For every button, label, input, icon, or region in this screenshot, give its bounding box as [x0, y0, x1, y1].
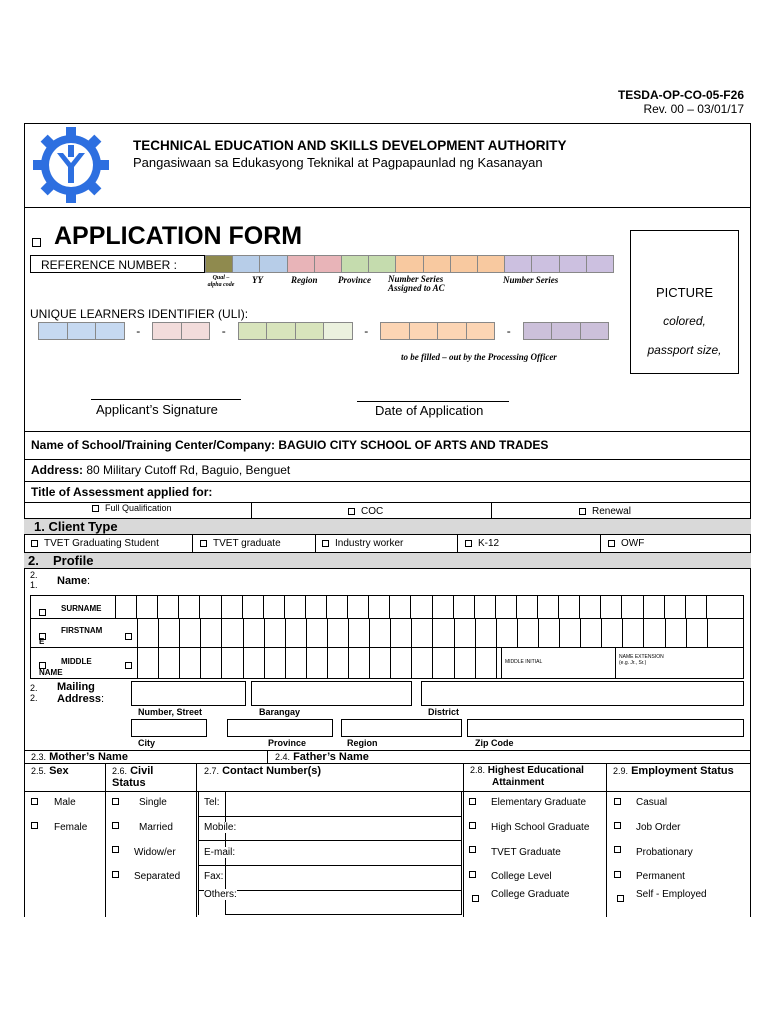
- client-tvet-graduating[interactable]: [31, 538, 159, 549]
- assessment-renewal[interactable]: [579, 506, 631, 517]
- sex-number: 2.5.: [31, 766, 47, 776]
- name-letter-cell[interactable]: [643, 619, 664, 647]
- client-industry-worker[interactable]: [322, 538, 403, 549]
- uli-cell[interactable]: [380, 322, 410, 340]
- zipcode-label: Zip Code: [475, 738, 514, 748]
- edu-highschool[interactable]: High School Graduate: [491, 822, 590, 833]
- education-label-2: Attainment: [492, 777, 545, 788]
- picture-title: PICTURE: [655, 285, 714, 300]
- agency-header: [24, 123, 751, 208]
- option-label: COC: [361, 506, 384, 517]
- name-letter-cell[interactable]: [158, 619, 179, 647]
- father-label: Father’s Name: [293, 751, 369, 763]
- checkbox-icon[interactable]: [112, 846, 119, 853]
- assessment-coc[interactable]: [348, 506, 383, 517]
- name-letter-cell[interactable]: [158, 648, 179, 678]
- divider: [192, 535, 193, 552]
- district-input[interactable]: [421, 681, 744, 706]
- uli-cell[interactable]: [238, 322, 268, 340]
- checkbox-icon[interactable]: [112, 798, 119, 805]
- name-letter-cell[interactable]: [495, 596, 516, 618]
- name-letter-cell[interactable]: [516, 596, 537, 618]
- colon: :: [86, 575, 91, 587]
- checkbox-icon[interactable]: [469, 871, 476, 878]
- province-label: Province: [268, 738, 307, 748]
- divider: [315, 535, 316, 552]
- form-title: APPLICATION FORM: [54, 222, 303, 250]
- option-label: Industry worker: [335, 538, 404, 549]
- agency-name-filipino: Pangasiwaan sa Edukasyong Teknikal at Pagpapaunlad ng Kasanayan: [133, 155, 543, 170]
- uli-cell[interactable]: [551, 322, 581, 340]
- name-letter-cell[interactable]: [706, 596, 727, 618]
- middlename-row[interactable]: [30, 648, 744, 679]
- name-letter-cell[interactable]: [432, 648, 453, 678]
- applicant-signature-line[interactable]: [91, 399, 241, 400]
- edu-college-graduate[interactable]: College Graduate: [491, 889, 570, 900]
- name-letter-cell[interactable]: [221, 648, 242, 678]
- name-letter-cell[interactable]: [453, 596, 474, 618]
- uli-cells[interactable]: [38, 322, 613, 340]
- name-letter-cell[interactable]: [284, 596, 305, 618]
- checkbox-icon[interactable]: [125, 633, 132, 640]
- divider: [457, 535, 458, 552]
- name-letter-cell[interactable]: [517, 619, 538, 647]
- name-letter-cell[interactable]: [306, 619, 327, 647]
- option-label: Renewal: [592, 506, 631, 517]
- name-letter-cell[interactable]: [179, 619, 200, 647]
- mailing-number: 2. 2.: [30, 683, 38, 703]
- sex-female[interactable]: Female: [54, 822, 88, 833]
- uli-cell[interactable]: [67, 322, 97, 340]
- address-value: 80 Military Cutoff Rd, Baguio, Benguet: [86, 463, 291, 477]
- city-input[interactable]: [131, 719, 207, 737]
- assessment-full-qualification[interactable]: [92, 503, 172, 513]
- checkbox-icon[interactable]: [31, 822, 38, 829]
- contact-header: [204, 765, 321, 777]
- firstname-label: FIRSTNAM: [61, 626, 103, 635]
- profile-number: 2.: [28, 553, 39, 568]
- uli-note: to be filled – out by the Processing Officer: [401, 352, 557, 362]
- firstname-row[interactable]: [30, 619, 744, 648]
- civil-separated[interactable]: Separated: [134, 871, 181, 882]
- reference-cell[interactable]: [368, 255, 396, 273]
- uli-cell[interactable]: [437, 322, 467, 340]
- reference-cell[interactable]: [559, 255, 587, 273]
- contact-label: Contact Number(s): [222, 765, 322, 777]
- reference-cell[interactable]: [287, 255, 315, 273]
- reference-number-cells[interactable]: [205, 255, 613, 273]
- checkbox-icon[interactable]: [348, 508, 355, 515]
- divider: [24, 481, 751, 482]
- checkbox-icon[interactable]: [31, 798, 38, 805]
- name-letter-cell[interactable]: [242, 596, 263, 618]
- name-letter-cell[interactable]: [348, 648, 369, 678]
- uli-cell[interactable]: [38, 322, 68, 340]
- civil-married[interactable]: Married: [139, 822, 173, 833]
- reference-cell[interactable]: [477, 255, 505, 273]
- name-letter-cell[interactable]: [347, 596, 368, 618]
- reference-cell[interactable]: [205, 255, 233, 273]
- title-checkbox-icon: [32, 238, 41, 247]
- name-letter-cell[interactable]: [454, 619, 475, 647]
- name-letter-cell[interactable]: [221, 596, 242, 618]
- checkbox-icon[interactable]: [614, 798, 621, 805]
- father-field[interactable]: [275, 751, 369, 763]
- name-letter-cell[interactable]: [411, 648, 432, 678]
- region-label: Region: [347, 738, 378, 748]
- checkbox-icon[interactable]: [112, 822, 119, 829]
- uli-cell[interactable]: [95, 322, 125, 340]
- name-letter-cell[interactable]: [199, 596, 220, 618]
- name-letter-cell[interactable]: [285, 619, 306, 647]
- reference-cell[interactable]: [423, 255, 451, 273]
- name-letter-cell[interactable]: [389, 596, 410, 618]
- name-letter-cell[interactable]: [390, 619, 411, 647]
- divider: [251, 503, 252, 518]
- uli-dash: -: [364, 324, 369, 338]
- client-tvet-graduate[interactable]: [200, 538, 281, 549]
- region-input[interactable]: [341, 719, 462, 737]
- name-letter-cell[interactable]: [537, 596, 558, 618]
- employment-header: [613, 765, 734, 777]
- name-label: [57, 575, 90, 587]
- name-letter-cell[interactable]: [496, 648, 517, 678]
- name-letter-cell[interactable]: [600, 596, 621, 618]
- uli-cell[interactable]: [523, 322, 553, 340]
- employment-label: Employment Status: [631, 765, 734, 777]
- checkbox-icon[interactable]: [200, 540, 207, 547]
- date-application-line[interactable]: [357, 401, 509, 402]
- divider: [491, 503, 492, 518]
- document-revision: Rev. 00 – 03/01/17: [643, 102, 744, 116]
- name-letter-cell[interactable]: [410, 596, 431, 618]
- checkbox-icon[interactable]: [617, 895, 624, 902]
- checkbox-icon[interactable]: [469, 822, 476, 829]
- name-extension-box[interactable]: [615, 648, 616, 678]
- contact-others[interactable]: Others:: [204, 889, 237, 900]
- reference-cell[interactable]: [259, 255, 287, 273]
- checkbox-icon[interactable]: [31, 540, 38, 547]
- ref-legend-region: Region: [291, 275, 318, 285]
- name-letter-cell[interactable]: [327, 648, 348, 678]
- name-label-text: Name: [57, 575, 87, 587]
- barangay-input[interactable]: [251, 681, 412, 706]
- reference-cell[interactable]: [531, 255, 559, 273]
- contact-email[interactable]: E-mail:: [204, 847, 236, 858]
- edu-tvet[interactable]: TVET Graduate: [491, 847, 561, 858]
- province-input[interactable]: [227, 719, 333, 737]
- divider: [196, 764, 197, 917]
- middlename-label-wrap: NAME: [39, 668, 63, 677]
- name-letter-cell[interactable]: [136, 596, 157, 618]
- name-letter-cell[interactable]: [243, 619, 264, 647]
- uli-cell[interactable]: [266, 322, 296, 340]
- applicant-signature-label: Applicant’s Signature: [96, 402, 218, 417]
- name-letter-cell[interactable]: [178, 596, 199, 618]
- name-letter-cell[interactable]: [621, 596, 642, 618]
- ref-legend-series: Number Series: [503, 275, 559, 285]
- checkbox-icon[interactable]: [614, 871, 621, 878]
- contact-number: 2.7.: [204, 766, 220, 776]
- education-header: [470, 764, 584, 789]
- name-letter-cell[interactable]: [475, 619, 496, 647]
- name-letter-cell[interactable]: [305, 596, 326, 618]
- name-letter-cell[interactable]: [137, 648, 158, 678]
- reference-cell[interactable]: [504, 255, 532, 273]
- profile-header: [24, 553, 751, 569]
- name-letter-cell[interactable]: [643, 596, 664, 618]
- checkbox-icon[interactable]: [579, 508, 586, 515]
- checkbox-icon[interactable]: [469, 846, 476, 853]
- name-letter-cell[interactable]: [601, 619, 622, 647]
- mailing-label-line1: Mailing: [57, 681, 95, 693]
- colon: :: [101, 693, 105, 705]
- picture-box: [630, 230, 739, 374]
- name-letter-cell[interactable]: [474, 596, 495, 618]
- reference-label: REFERENCE NUMBER :: [41, 258, 178, 272]
- name-letter-cell[interactable]: [496, 619, 517, 647]
- uli-cell[interactable]: [409, 322, 439, 340]
- uli-cell[interactable]: [181, 322, 211, 340]
- document-code: TESDA-OP-CO-05-F26: [617, 88, 744, 102]
- education-number: 2.8.: [470, 765, 486, 775]
- option-label: TVET graduate: [213, 538, 281, 549]
- checkbox-icon[interactable]: [92, 505, 99, 512]
- checkbox-icon[interactable]: [112, 871, 119, 878]
- mailing-label-line2: Address: [57, 693, 102, 705]
- name-letter-cell[interactable]: [263, 596, 284, 618]
- contact-fax[interactable]: Fax:: [204, 871, 224, 882]
- name-letter-cell[interactable]: [622, 619, 643, 647]
- name-letter-cell[interactable]: [369, 648, 390, 678]
- contact-tel[interactable]: Tel:: [204, 797, 220, 808]
- address-label: Address:: [31, 463, 84, 477]
- checkbox-icon[interactable]: [472, 895, 479, 902]
- name-letter-cell[interactable]: [137, 619, 158, 647]
- civil-label-2: Status: [112, 777, 146, 789]
- ref-legend-province: Province: [338, 275, 371, 285]
- option-label: OWF: [621, 538, 645, 549]
- firstname-label-wrap: E: [39, 637, 45, 646]
- sex-male[interactable]: Male: [54, 797, 76, 808]
- option-label: TVET Graduating Student: [44, 538, 159, 549]
- emp-casual[interactable]: Casual: [636, 797, 668, 808]
- divider: [199, 865, 461, 866]
- name-letter-cell[interactable]: [326, 596, 347, 618]
- name-number: 2. 1.: [30, 570, 38, 590]
- uli-cell[interactable]: [295, 322, 325, 340]
- name-letter-cell[interactable]: [707, 619, 728, 647]
- mother-field[interactable]: [31, 751, 128, 763]
- option-label: K-12: [478, 538, 500, 549]
- name-extension-label: [619, 654, 664, 666]
- mailing-label: [57, 681, 104, 705]
- name-letter-cell[interactable]: [221, 619, 242, 647]
- school-value: BAGUIO CITY SCHOOL OF ARTS AND TRADES: [278, 438, 549, 452]
- divider: [267, 751, 268, 763]
- contact-fields-box: [198, 791, 462, 915]
- barangay-label: Barangay: [259, 707, 301, 717]
- profile-heading: Profile: [53, 553, 94, 568]
- agency-name: TECHNICAL EDUCATION AND SKILLS DEVELOPMENT AUTHORITY: [133, 138, 567, 153]
- divider: [199, 890, 461, 891]
- civil-single[interactable]: Single: [139, 797, 167, 808]
- client-owf[interactable]: [608, 538, 644, 549]
- name-letter-cell[interactable]: [686, 619, 707, 647]
- name-letter-cell[interactable]: [285, 648, 306, 678]
- name-letter-cell[interactable]: [157, 596, 178, 618]
- name-letter-cell[interactable]: [115, 596, 136, 618]
- district-label: District: [428, 707, 460, 717]
- name-letter-cell[interactable]: [348, 619, 369, 647]
- sex-header: [31, 765, 69, 777]
- civil-widower[interactable]: Widow/er: [134, 847, 176, 858]
- surname-row[interactable]: [30, 595, 744, 619]
- client-type-header: [24, 519, 751, 535]
- mother-label: Mother’s Name: [49, 751, 128, 763]
- name-letter-cell[interactable]: [179, 648, 200, 678]
- name-letter-cell[interactable]: [579, 596, 600, 618]
- number-street-input[interactable]: [131, 681, 246, 706]
- civil-number: 2.6.: [112, 766, 128, 776]
- employment-number: 2.9.: [613, 766, 629, 776]
- checkbox-icon[interactable]: [614, 822, 621, 829]
- checkbox-icon[interactable]: [125, 662, 132, 669]
- reference-cell[interactable]: [314, 255, 342, 273]
- checkbox-icon[interactable]: [322, 540, 329, 547]
- name-letter-cell[interactable]: [665, 619, 686, 647]
- edu-elementary[interactable]: Elementary Graduate: [491, 797, 587, 808]
- divider: [600, 535, 601, 552]
- name-letter-cell[interactable]: [264, 648, 285, 678]
- ref-legend-yy: YY: [252, 275, 263, 285]
- name-letter-cell[interactable]: [454, 648, 475, 678]
- reference-cell[interactable]: [395, 255, 423, 273]
- civil-label: Civil: [130, 765, 154, 777]
- tesda-logo-icon: [31, 126, 111, 204]
- ref-legend-qual: Qual – alpha code: [207, 275, 235, 288]
- divider: [24, 431, 751, 432]
- assessment-label: Title of Assessment applied for:: [31, 485, 213, 499]
- emp-job-order[interactable]: Job Order: [636, 822, 681, 833]
- zipcode-input[interactable]: [467, 719, 744, 737]
- name-letter-cell[interactable]: [432, 619, 453, 647]
- client-type-heading: 1. Client Type: [34, 519, 118, 534]
- uli-dash: -: [221, 324, 226, 338]
- sex-label: Sex: [49, 765, 69, 777]
- name-letter-cell[interactable]: [580, 619, 601, 647]
- edu-college-level[interactable]: College Level: [491, 871, 552, 882]
- surname-label: SURNAME: [61, 604, 102, 613]
- name-letter-cell[interactable]: [411, 619, 432, 647]
- ref-legend-series-ac: Number Series Assigned to AC: [388, 274, 445, 293]
- name-letter-cell[interactable]: [200, 619, 221, 647]
- uli-cell[interactable]: [152, 322, 182, 340]
- contact-mobile[interactable]: Mobile:: [204, 822, 237, 833]
- reference-cell[interactable]: [586, 255, 614, 273]
- number-street-label: Number, Street: [138, 707, 203, 717]
- name-letter-cell[interactable]: [432, 596, 453, 618]
- city-label: City: [138, 738, 156, 748]
- name-letter-cell[interactable]: [558, 596, 579, 618]
- emp-permanent[interactable]: Permanent: [636, 871, 685, 882]
- education-label: Highest Educational: [487, 765, 584, 776]
- divider: [24, 459, 751, 460]
- uli-cell[interactable]: [580, 322, 610, 340]
- emp-self-employed[interactable]: Self - Employed: [636, 889, 707, 900]
- divider: [463, 764, 464, 917]
- picture-passport: passport size,: [647, 343, 722, 357]
- address-field: [31, 463, 290, 477]
- name-letter-cell[interactable]: [559, 619, 580, 647]
- uli-label: UNIQUE LEARNERS IDENTIFIER (ULI):: [30, 307, 249, 321]
- divider: [199, 816, 461, 817]
- name-letter-cell[interactable]: [390, 648, 411, 678]
- name-letter-cell[interactable]: [243, 648, 264, 678]
- middle-initial-label: MIDDLE INITIAL: [505, 659, 543, 665]
- uli-cell[interactable]: [323, 322, 353, 340]
- school-label: Name of School/Training Center/Company:: [31, 438, 276, 452]
- uli-cell[interactable]: [466, 322, 496, 340]
- divider: [606, 764, 607, 917]
- checkbox-icon[interactable]: [614, 846, 621, 853]
- name-extension-text: NAME EXTENSION: [619, 654, 664, 660]
- name-letter-cell[interactable]: [200, 648, 221, 678]
- reference-cell[interactable]: [232, 255, 260, 273]
- reference-cell[interactable]: [450, 255, 478, 273]
- parents-row: [24, 750, 751, 764]
- checkbox-icon[interactable]: [469, 798, 476, 805]
- middlename-label: MIDDLE: [61, 657, 92, 666]
- emp-probationary[interactable]: Probationary: [636, 847, 693, 858]
- option-label: Full Qualification: [105, 503, 172, 513]
- name-letter-cell[interactable]: [306, 648, 327, 678]
- uli-dash: -: [506, 324, 511, 338]
- divider: [105, 764, 106, 917]
- name-letter-cell[interactable]: [475, 648, 496, 678]
- picture-colored: colored,: [663, 314, 706, 328]
- name-letter-cell[interactable]: [664, 596, 685, 618]
- civil-header: [112, 765, 153, 789]
- school-field: [31, 438, 548, 452]
- name-letter-cell[interactable]: [369, 619, 390, 647]
- name-letter-cell[interactable]: [264, 619, 285, 647]
- name-extension-example: (e.g. Jr., Sr.): [619, 660, 647, 666]
- checkbox-icon[interactable]: [39, 609, 46, 616]
- client-k12[interactable]: [465, 538, 499, 549]
- name-letter-cell[interactable]: [538, 619, 559, 647]
- name-letter-cell[interactable]: [685, 596, 706, 618]
- reference-cell[interactable]: [341, 255, 369, 273]
- checkbox-icon[interactable]: [465, 540, 472, 547]
- father-number: 2.4.: [275, 752, 291, 762]
- uli-dash: -: [136, 324, 141, 338]
- name-letter-cell[interactable]: [368, 596, 389, 618]
- reference-label-box: [30, 255, 205, 273]
- date-application-label: Date of Application: [375, 403, 484, 418]
- divider: [199, 840, 461, 841]
- name-letter-cell[interactable]: [327, 619, 348, 647]
- checkbox-icon[interactable]: [608, 540, 615, 547]
- mother-number: 2.3.: [31, 752, 47, 762]
